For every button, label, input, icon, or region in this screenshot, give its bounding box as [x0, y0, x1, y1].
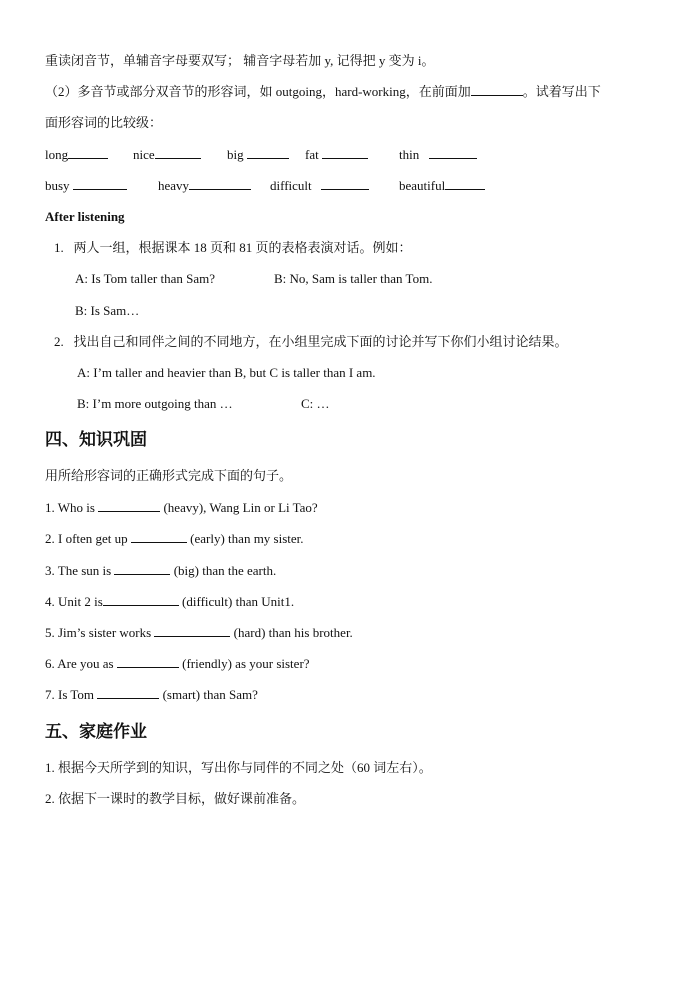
adjective-word: difficult: [270, 178, 312, 193]
section-4-instruction: 用所给形容词的正确形式完成下面的句子。: [45, 468, 293, 483]
sentence-start: 4. Unit 2 is: [45, 594, 103, 609]
sentence-end: (heavy), Wang Lin or Li Tao?: [160, 500, 318, 515]
adjective-word: nice: [133, 147, 155, 162]
section-4-title: 四、知识巩固: [45, 430, 147, 450]
dialogue-line-b: B: No, Sam is taller than Tom.: [274, 271, 433, 286]
exercise-sentence: [45, 687, 258, 703]
after-listening-item-1: [54, 240, 412, 256]
answer-blank[interactable]: [117, 656, 179, 668]
adjective-item: [158, 178, 251, 194]
sentence-end: (big) than the earth.: [170, 563, 277, 578]
homework-item: 2. 依据下一课时的教学目标，做好课前准备。: [45, 791, 306, 806]
sentence-end: (early) than my sister.: [186, 531, 304, 546]
exercise-sentence: [45, 500, 318, 516]
homework-item: 1. 根据今天所学到的知识，写出你与同伴的不同之处（60 词左右）。: [45, 760, 432, 775]
answer-blank[interactable]: [154, 625, 230, 637]
answer-blank[interactable]: [97, 687, 159, 699]
sentence-start: 7. Is Tom: [45, 687, 98, 702]
answer-blank[interactable]: [68, 147, 108, 159]
dialogue-line-c: B: Is Sam…: [75, 303, 140, 318]
sentence-end: (hard) than his brother.: [230, 625, 353, 640]
sentence-end: (difficult) than Unit1.: [178, 594, 295, 609]
item-number: 1.: [54, 240, 64, 255]
adjective-word: fat: [305, 147, 319, 162]
answer-blank[interactable]: [247, 147, 289, 159]
adjective-item: [45, 178, 127, 194]
dialogue-line-a: A: Is Tom taller than Sam?: [75, 271, 216, 286]
exercise-sentence: [45, 594, 294, 610]
answer-blank[interactable]: [471, 84, 523, 96]
answer-blank[interactable]: [321, 178, 369, 190]
discussion-line-a: A: I’m taller and heavier than B, but C is taller than I am.: [77, 365, 376, 380]
adjective-item: [227, 147, 289, 163]
adjective-word: heavy: [158, 178, 190, 193]
adjective-word: busy: [45, 178, 70, 193]
adjective-item: [45, 147, 108, 163]
adjective-item: [305, 147, 368, 163]
adjective-item: [270, 178, 369, 194]
sentence-start: 5. Jim’s sister works: [45, 625, 155, 640]
section-5-title: 五、家庭作业: [45, 722, 147, 742]
answer-blank[interactable]: [98, 500, 160, 512]
item-text: 两人一组，根据课本 18 页和 81 页的表格表演对话。例如：: [73, 240, 412, 255]
exercise-sentence: [45, 563, 276, 579]
adjective-word: thin: [399, 147, 420, 162]
answer-blank[interactable]: [322, 147, 368, 159]
after-listening-title: After listening: [45, 209, 125, 224]
exercise-sentence: [45, 625, 353, 641]
answer-blank[interactable]: [114, 563, 170, 575]
adjective-word: long: [45, 147, 69, 162]
sentence-start: 6. Are you as: [45, 656, 117, 671]
intro-line-2-tail: 。试着写出下: [522, 84, 601, 99]
adjective-word: beautiful: [399, 178, 446, 193]
adjective-item: [133, 147, 201, 163]
discussion-line-c: C: …: [301, 396, 330, 411]
answer-blank[interactable]: [103, 594, 179, 606]
answer-blank[interactable]: [73, 178, 127, 190]
adjective-item: [399, 178, 485, 194]
intro-line-3: 面形容词的比较级：: [45, 115, 163, 130]
intro-line-2-text: （2）多音节或部分双音节的形容词，如 outgoing，hard-working，在前面加: [45, 84, 471, 99]
sentence-end: (smart) than Sam?: [159, 687, 258, 702]
sentence-start: 1. Who is: [45, 500, 99, 515]
answer-blank[interactable]: [155, 147, 201, 159]
exercise-sentence: [45, 656, 310, 672]
answer-blank[interactable]: [445, 178, 485, 190]
answer-blank[interactable]: [429, 147, 477, 159]
sentence-end: (friendly) as your sister?: [178, 656, 310, 671]
exercise-sentence: [45, 531, 304, 547]
answer-blank[interactable]: [189, 178, 251, 190]
item-number: 2.: [54, 334, 64, 349]
intro-line-2: [45, 84, 601, 100]
discussion-line-b: B: I’m more outgoing than …: [77, 396, 233, 411]
sentence-start: 2. I often get up: [45, 531, 131, 546]
sentence-start: 3. The sun is: [45, 563, 115, 578]
after-listening-item-2: [54, 334, 568, 350]
answer-blank[interactable]: [131, 531, 187, 543]
adjective-word: big: [227, 147, 244, 162]
intro-line-1: 重读闭音节，单辅音字母要双写； 辅音字母若加 y, 记得把 y 变为 i。: [45, 53, 435, 68]
item-text: 找出自己和同伴之间的不同地方，在小组里完成下面的讨论并写下你们小组讨论结果。: [73, 334, 568, 349]
adjective-item: [399, 147, 477, 163]
